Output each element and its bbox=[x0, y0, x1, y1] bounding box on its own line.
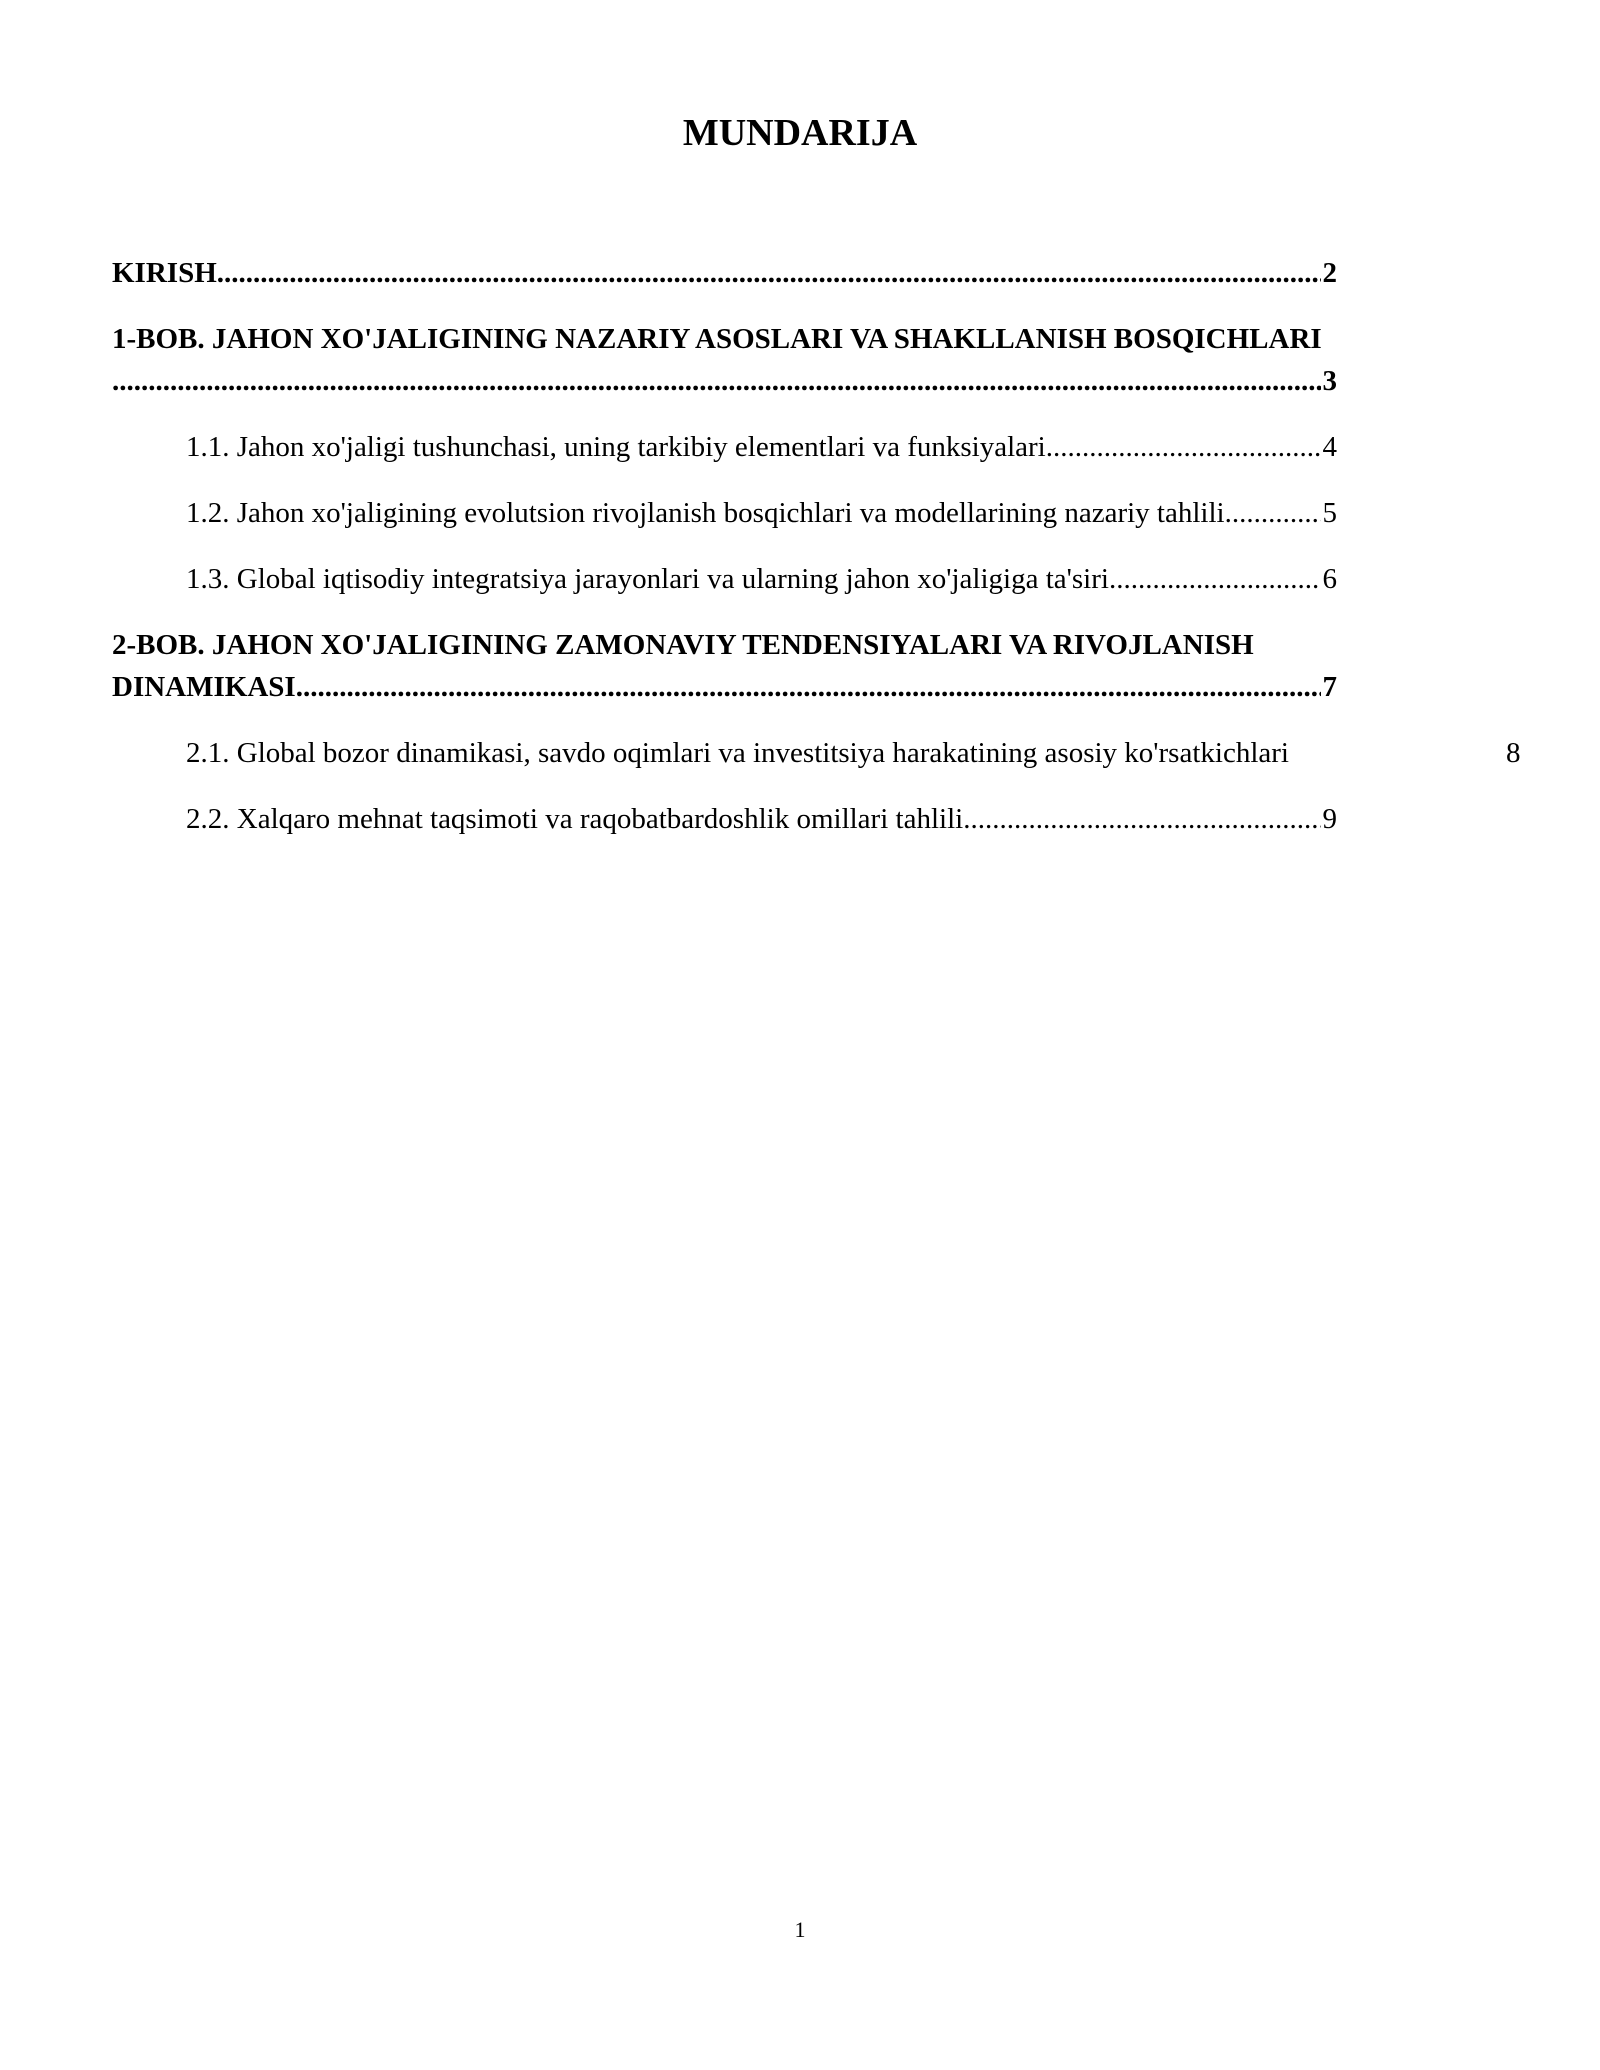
toc-entry-section-1-2[interactable] bbox=[112, 492, 1452, 534]
toc-entry-text-continued: DINAMIKASI bbox=[112, 671, 296, 703]
toc-entry-text: 1.1. Jahon xo'jaligi tushunchasi, uning tarkibiy elementlari va funksiyalari bbox=[186, 431, 1046, 463]
dot-leader bbox=[1225, 492, 1321, 534]
toc-entry-section-2-2[interactable] bbox=[112, 798, 1452, 840]
toc-entry-chapter-1[interactable] bbox=[112, 318, 1452, 402]
toc-page-number: 9 bbox=[1322, 803, 1337, 835]
toc-entry-text: 1.3. Global iqtisodiy integratsiya jarayonlari va ularning jahon xo'jaligiga ta'siri bbox=[186, 563, 1109, 595]
toc-entry-section-1-3[interactable] bbox=[112, 558, 1452, 600]
toc-entry-section-2-1[interactable] bbox=[112, 732, 1521, 774]
dot-leader bbox=[963, 798, 1320, 840]
page-title: MUNDARIJA bbox=[682, 112, 918, 154]
toc-entry-text: 1.2. Jahon xo'jaligining evolutsion rivojlanish bosqichlari va modellarining nazariy tahlili bbox=[186, 497, 1225, 529]
toc-page-number: 6 bbox=[1322, 563, 1337, 595]
page-number-footer: 1 bbox=[794, 1917, 806, 1942]
toc-page-number: 8 bbox=[1506, 737, 1521, 769]
toc-entry-text: 2.1. Global bozor dinamikasi, savdo oqimlari va investitsiya harakatining asosiy ko'rsatkichlari bbox=[186, 737, 1289, 769]
toc-entry-text: KIRISH bbox=[112, 257, 217, 289]
dot-leader bbox=[112, 360, 1321, 402]
toc-entry-text: 1-BOB. JAHON XO'JALIGINING NAZARIY ASOSLARI VA SHAKLLANISH BOSQICHLARI bbox=[112, 323, 1322, 355]
toc-entry-kirish[interactable] bbox=[112, 252, 1452, 294]
toc-entry-section-1-1[interactable] bbox=[112, 426, 1452, 468]
dot-leader bbox=[296, 666, 1321, 708]
dot-leader bbox=[1109, 558, 1321, 600]
toc-page-number: 2 bbox=[1322, 257, 1337, 289]
toc-page-number: 4 bbox=[1322, 431, 1337, 463]
table-of-contents bbox=[112, 252, 1521, 840]
toc-entry-text: 2.2. Xalqaro mehnat taqsimoti va raqobatbardoshlik omillari tahlili bbox=[186, 803, 964, 835]
dot-leader bbox=[1046, 426, 1321, 468]
toc-entry-chapter-2[interactable] bbox=[112, 624, 1452, 708]
toc-page-number: 7 bbox=[1322, 671, 1337, 703]
toc-entry-text: 2-BOB. JAHON XO'JALIGINING ZAMONAVIY TENDENSIYALARI VA RIVOJLANISH bbox=[112, 629, 1254, 661]
toc-page-number: 5 bbox=[1322, 497, 1337, 529]
toc-page-number: 3 bbox=[1322, 365, 1337, 397]
dot-leader bbox=[217, 252, 1321, 294]
